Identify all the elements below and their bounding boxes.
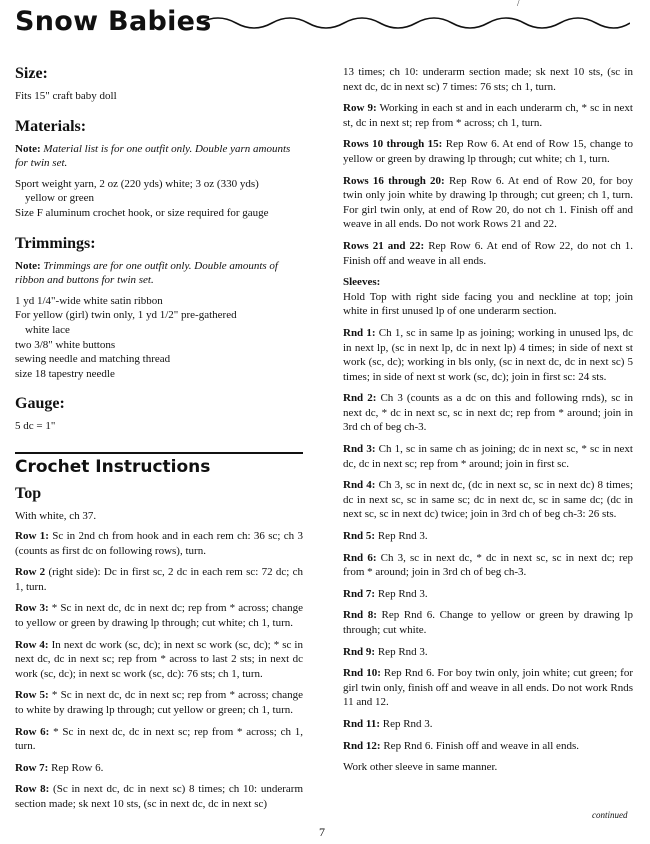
instruction-rnd: [343, 587, 633, 602]
instruction-rnd: [343, 326, 633, 384]
rnd-label: Rnd 1:: [343, 326, 376, 339]
instruction-row: [343, 174, 633, 232]
rnd-text: Rep Rnd 3.: [380, 717, 433, 730]
materials-item: Size F aluminum crochet hook, or size required for gauge: [15, 206, 269, 219]
trimmings-note-label: Note:: [15, 259, 41, 272]
size-heading: Size:: [15, 65, 48, 82]
rnd-text: Ch 1, sc in same ch as joining; dc in next sc, * sc in next dc, dc in next sc; rep from * around; join in first sc.: [343, 443, 633, 470]
row-text: In next dc work (sc, dc); in next sc work (sc, dc); * sc in next dc, dc in next sc; rep from * across to last 2 sts; in next dc work (sc, dc); in next sc work (sc, dc): 76 sts; ch 1, turn.: [15, 638, 303, 680]
trimmings-item: size 18 tapestry needle: [15, 367, 115, 380]
rnd-text: Ch 3 (counts as a dc on this and following rnds), sc in next dc, * dc in next sc, sc in next dc; rep from * around; join in 3rd ch of beg ch-3.: [343, 392, 633, 434]
row-label: Row 7:: [15, 761, 49, 774]
instruction-rnd: [343, 529, 633, 544]
instruction-rnd: [343, 645, 633, 660]
trimmings-item: 1 yd 1/4"-wide white satin ribbon: [15, 294, 163, 307]
instruction-row: [15, 761, 303, 776]
gauge-text: 5 dc = 1": [15, 420, 56, 433]
sleeves-heading: Sleeves:: [343, 276, 381, 289]
instruction-row: [15, 688, 303, 717]
materials-note: [15, 142, 303, 171]
row-text: Rep Row 6.: [48, 761, 104, 774]
row-label: Row 6:: [15, 725, 50, 738]
materials-item: Sport weight yarn, 2 oz (220 yds) white; 3 oz (330 yds): [15, 177, 259, 190]
row-label: Row 2: [15, 566, 46, 579]
instruction-row: [15, 725, 303, 754]
row-label: Row 9:: [343, 102, 377, 115]
row-label: Row 8:: [15, 783, 50, 796]
instruction-rnd: [343, 551, 633, 580]
instruction-rnd: [343, 442, 633, 471]
rnd-label: Rnd 8:: [343, 609, 377, 622]
rnd-label: Rnd 5:: [343, 530, 376, 543]
materials-note-text: Material list is for one outfit only. Double yarn amounts for twin set.: [15, 142, 291, 170]
instruction-rnd: [343, 608, 633, 637]
rnd-text: Rep Rnd 3.: [375, 530, 428, 543]
row-label: Rows 10 through 15:: [343, 138, 443, 151]
rnd-label: Rnd 4:: [343, 479, 376, 492]
closing-text: Work other sleeve in same manner.: [343, 761, 498, 774]
top-intro: With white, ch 37.: [15, 509, 97, 522]
row-text: (right side): Dc in first sc, 2 dc in each rem sc: 72 dc; ch 1, turn.: [15, 566, 303, 593]
rnd-text: Ch 3, sc in next dc, * dc in next sc, sc in next dc; rep from * around; join in 3rd ch of beg ch-3.: [343, 551, 633, 579]
instruction-rnd: [343, 391, 633, 435]
row-text: * Sc in next dc, dc in next sc; rep from * across; change to white by drawing lp through; cut yellow or green; ch 1, turn.: [15, 689, 303, 717]
rnd-text: Rep Rnd 6. Finish off and weave in all ends.: [380, 739, 579, 752]
instruction-rnd: [343, 666, 633, 710]
instruction-row: [15, 529, 303, 558]
instruction-row: [343, 137, 633, 166]
row-text: Sc in 2nd ch from hook and in each rem ch: 36 sc; ch 3 (counts as first dc on following rows), turn.: [15, 530, 303, 557]
instruction-row: [15, 782, 303, 811]
trimmings-heading: Trimmings:: [15, 234, 96, 252]
continued-note: continued: [592, 810, 628, 820]
trimmings-item: For yellow (girl) twin only, 1 yd 1/2" pre-gathered: [15, 309, 237, 322]
page-title: Snow Babies: [15, 6, 212, 37]
instruction-rnd: [343, 478, 633, 522]
rnd-label: Rnd 12:: [343, 739, 381, 752]
trimmings-item: sewing needle and matching thread: [15, 353, 171, 366]
corner-mark: /: [517, 0, 520, 9]
trimmings-note-text: Trimmings are for one outfit only. Double amounts of ribbon and buttons for twin set.: [15, 259, 278, 287]
rnd-label: Rnd 3:: [343, 443, 376, 456]
instruction-row: [343, 239, 633, 268]
rnd-label: Rnd 6:: [343, 551, 377, 564]
row-label: Row 5:: [15, 689, 49, 702]
rnd-text: Rep Rnd 6. Change to yellow or green by drawing lp through; cut white.: [343, 609, 633, 636]
row-label: Rows 21 and 22:: [343, 239, 425, 252]
rnd-label: Rnd 9:: [343, 645, 376, 658]
row-label: Rows 16 through 20:: [343, 174, 445, 187]
left-column: [15, 65, 303, 819]
rnd-text: Ch 1, sc in same lp as joining; working in unused lps, dc in next lp, (sc in next lp, dc in next lp) 4 times; in side of next st work (sc, dc); working in bls only, (sc in next dc, dc in next sc) 5 times; in side of next st work (sc, dc); join in first sc: 24 sts.: [343, 326, 634, 383]
page-number: 7: [319, 825, 325, 839]
row-text: (Sc in next dc, dc in next sc) 8 times; ch 10: underarm section made; sk next 10 sts, (sc in next dc, dc in next sc): [15, 783, 303, 810]
row-text: * Sc in next dc, dc in next dc; rep from * across; change to yellow or green by drawing lp through; cut white; ch 1, turn.: [15, 602, 304, 630]
trimmings-item: white lace: [25, 323, 70, 336]
instruction-row: [343, 101, 633, 130]
instruction-rnd: [343, 717, 633, 732]
section-rule: [15, 452, 303, 454]
row-text: * Sc in next dc, dc in next sc; rep from * across; ch 1, turn.: [15, 725, 303, 753]
trimmings-item: two 3/8" white buttons: [15, 338, 116, 351]
rnd-text: Rep Rnd 3.: [375, 645, 428, 658]
trimmings-note: [15, 259, 303, 288]
instruction-row: [15, 601, 303, 630]
rnd-text: Rep Rnd 6. For boy twin only, join white; cut green; for girl twin only, finish off and weave in all ends. Do not work Rnds 11 and 12.: [343, 667, 634, 709]
right-column: [343, 65, 633, 782]
size-text: Fits 15" craft baby doll: [15, 90, 117, 102]
instruction-row: [15, 565, 303, 594]
row-label: Row 1:: [15, 530, 49, 543]
wavy-divider: [200, 16, 630, 30]
row-text: Working in each st and in each underarm ch, * sc in next st, dc in next st; rep from * across; ch 1, turn.: [343, 102, 633, 129]
row-text: Rep Row 6. At end of Row 15, change to yellow or green by drawing lp through; cut white; ch 1, turn.: [343, 138, 633, 165]
crochet-instructions-heading: Crochet Instructions: [15, 456, 211, 477]
instruction-rnd: [343, 739, 633, 754]
row-text: Rep Row 6. At end of Row 20, for boy twin only join white by drawing lp through; cut green; ch 1, turn. For girl twin only, at end of Row 20, do not ch 1. Finish off and weave in all ends. Do not work Rows 21 and 22.: [343, 174, 634, 231]
materials-item: yellow or green: [25, 192, 95, 205]
rnd-label: Rnd 2:: [343, 392, 377, 405]
rnd-text: Ch 3, sc in next dc, (dc in next sc, sc in next dc) 8 times; dc in next sc, sc in same sc; dc in next dc, sc in same dc; (dc in next sc, sc in next dc) twice; join in 3rd ch of beg ch-3: 26 sts.: [343, 479, 634, 521]
instruction-row: [15, 638, 303, 682]
rnd-label: Rnd 7:: [343, 587, 376, 600]
gauge-heading: Gauge:: [15, 395, 65, 413]
rnd-label: Rnd 10:: [343, 667, 381, 680]
sleeves-intro: Hold Top with right side facing you and neckline at top; join white in first unused lp of one underarm section.: [343, 290, 633, 318]
row-label: Row 4:: [15, 638, 49, 651]
row-text: Rep Row 6. At end of Row 22, do not ch 1. Finish off and weave in all ends.: [343, 239, 633, 267]
row-label: Row 3:: [15, 602, 49, 615]
materials-heading: Materials:: [15, 117, 87, 135]
materials-note-label: Note:: [15, 142, 41, 155]
row-8-continuation: 13 times; ch 10: underarm section made; sk next 10 sts, (sc in next dc, dc in next sc) 7 times: 76 sts; ch 1, turn.: [343, 66, 633, 93]
rnd-text: Rep Rnd 3.: [375, 587, 428, 600]
top-heading: Top: [15, 484, 42, 502]
rnd-label: Rnd 11:: [343, 717, 380, 730]
